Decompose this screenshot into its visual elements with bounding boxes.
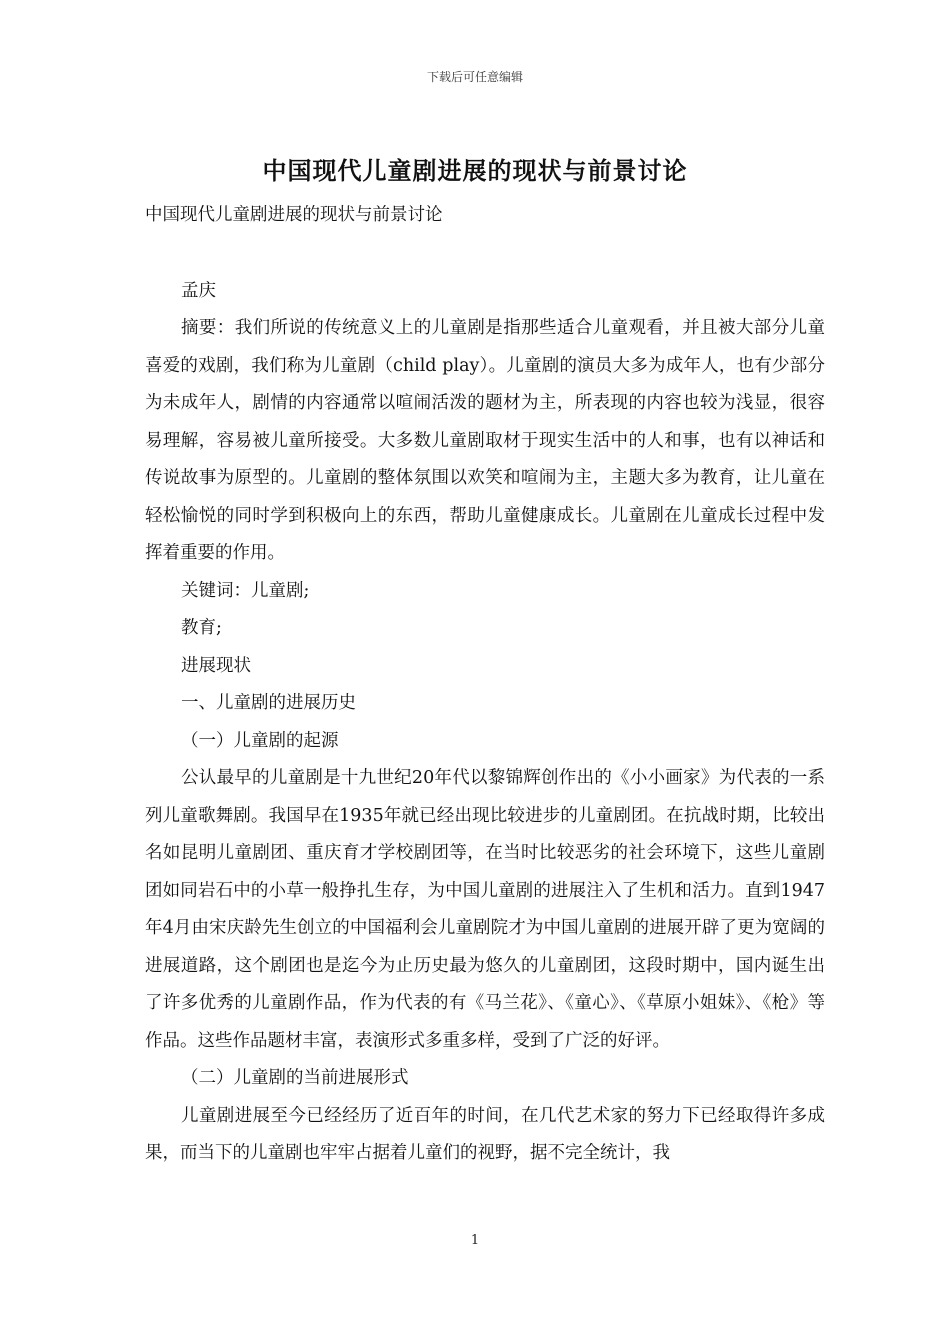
document-title: 中国现代儿童剧进展的现状与前景讨论 [262, 157, 688, 185]
section-heading: 一、儿童剧的进展历史 [181, 693, 356, 713]
body-paragraph: 儿童剧进展至今已经经历了近百年的时间，在几代艺术家的努力下已经取得许多成果，而当下的儿童剧也牢牢占据着儿童们的视野，据不完全统计，我 [145, 1105, 825, 1163]
keyword-item: 进展现状 [181, 655, 251, 676]
page-number: 1 [470, 1233, 480, 1248]
subsection-heading: （二）儿童剧的当前进展形式 [181, 1068, 409, 1088]
keywords-line: 关键词：儿童剧; [181, 580, 310, 601]
body-paragraph: 公认最早的儿童剧是十九世纪20年代以黎锦辉创作出的《小小画家》为代表的一系列儿童歌舞剧。我国早在1935年就已经出现比较进步的儿童剧团。在抗战时期，比较出名如昆明儿童剧团、重庆育才学校剧团等，在当时比较恶劣的社会环境下，这些儿童剧团如同岩石中的小草一般挣扎生存，为中国儿童剧的进展注入了生机和活力。直到1947年4月由宋庆龄先生创立的中国福利会儿童剧院才为中国儿童剧的进展开辟了更为宽阔的进展道路，这个剧团也是迄今为止历史最为悠久的儿童剧团，这段时期中，国内诞生出了许多优秀的儿童剧作品，作为代表的有《马兰花》、《童心》、《草原小姐妹》、《枪》等作品。这些作品题材丰富，表演形式多重多样，受到了广泛的好评。 [145, 768, 825, 1051]
abstract-paragraph: 摘要：我们所说的传统意义上的儿童剧是指那些适合儿童观看，并且被大部分儿童喜爱的戏剧，我们称为儿童剧（child play）。儿童剧的演员大多为成年人，也有少部分为未成年人，剧情的内容通常以喧闹活泼的题材为主，所表现的内容也较为浅显，很容易理解，容易被儿童所接受。大多数儿童剧取材于现实生活中的人和事，也有以神话和传说故事为原型的。儿童剧的整体氛围以欢笑和喧闹为主，主题大多为教育，让儿童在轻松愉悦的同时学到积极向上的东西，帮助儿童健康成长。儿童剧在儿童成长过程中发挥着重要的作用。 [145, 318, 825, 563]
document-body [145, 197, 825, 1173]
document-subtitle: 中国现代儿童剧进展的现状与前景讨论 [145, 205, 443, 225]
subsection-heading: （一）儿童剧的起源 [181, 730, 339, 751]
keyword-item: 教育; [181, 618, 222, 638]
author: 孟庆 [181, 280, 216, 301]
header-note: 下载后可任意编辑 [426, 70, 523, 84]
